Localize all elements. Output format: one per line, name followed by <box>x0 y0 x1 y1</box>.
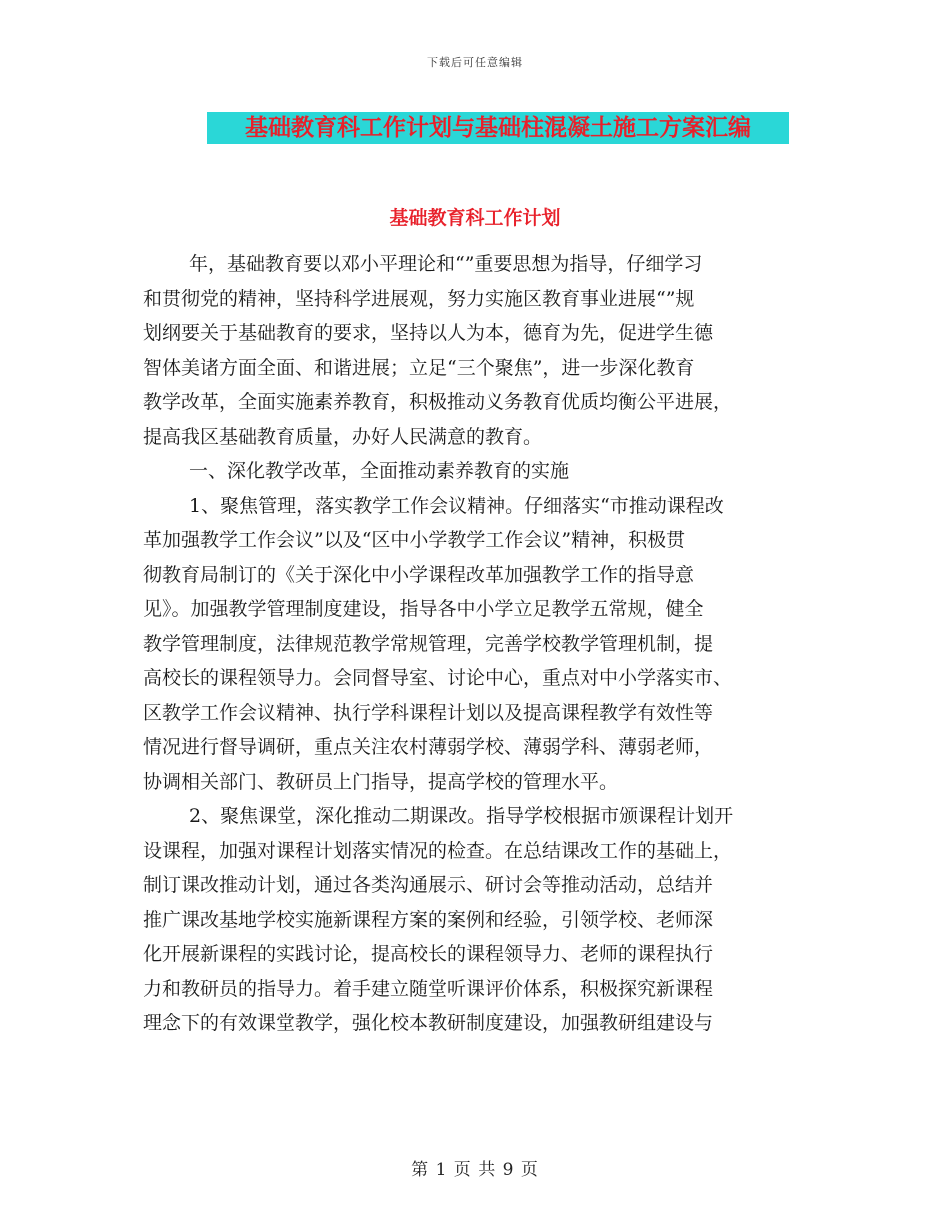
text-line: 1、聚焦管理，落实教学工作会议精神。仔细落实“市推动课程改 <box>189 494 724 517</box>
text-line: 力和教研员的指导力。着手建立随堂听课评价体系，积极探究新课程 <box>143 977 714 1000</box>
main-title-container <box>207 112 789 144</box>
main-title: 基础教育科工作计划与基础柱混凝土施工方案汇编 <box>207 112 789 144</box>
text-line: 2、聚焦课堂，深化推动二期课改。指导学校根据市颁课程计划开 <box>189 805 734 827</box>
text-line: 年，基础教育要以邓小平理论和“”重要思想为指导，仔细学习 <box>189 253 703 275</box>
header-note: 下载后可任意编辑 <box>427 56 523 69</box>
text-line: 彻教育局制订的《关于深化中小学课程改革加强教学工作的指导意 <box>143 563 695 586</box>
text-line: 协调相关部门、教研员上门指导，提高学校的管理水平。 <box>143 770 619 793</box>
text-line: 革加强教学工作会议”以及“区中小学教学工作会议”精神，积极贯 <box>143 529 686 551</box>
section-subtitle: 基础教育科工作计划 <box>389 207 561 229</box>
page-number: 第 1 页 共 9 页 <box>411 1160 539 1180</box>
text-line: 和贯彻党的精神，坚持科学进展观，努力实施区教育事业进展“”规 <box>143 287 695 310</box>
text-line: 见》。加强教学管理制度建设，指导各中小学立足教学五常规，健全 <box>143 598 704 620</box>
text-line: 高校长的课程领导力。会同督导室、讨论中心，重点对中小学落实市、 <box>143 667 733 689</box>
text-line: 情况进行督导调研，重点关注农村薄弱学校、薄弱学科、薄弱老师， <box>143 736 714 758</box>
text-line: 区教学工作会议精神、执行学科课程计划以及提高课程教学有效性等 <box>143 701 714 724</box>
text-line: 提高我区基础教育质量，办好人民满意的教育。 <box>143 425 543 448</box>
text-line: 推广课改基地学校实施新课程方案的案例和经验，引领学校、老师深 <box>143 908 714 931</box>
text-line: 化开展新课程的实践讨论，提高校长的课程领导力、老师的课程执行 <box>143 943 714 965</box>
text-line: 划纲要关于基础教育的要求，坚持以人为本，德育为先，促进学生德 <box>143 322 714 344</box>
text-line: 教学改革，全面实施素养教育，积极推动义务教育优质均衡公平进展， <box>143 391 733 413</box>
text-line: 设课程，加强对课程计划落实情况的检查。在总结课改工作的基础上， <box>143 839 733 862</box>
body-text <box>143 247 811 1041</box>
text-line: 智体美诸方面全面、和谐进展；立足“三个聚焦”，进一步深化教育 <box>143 356 695 379</box>
section-heading: 一、深化教学改革，全面推动素养教育的实施 <box>189 460 570 482</box>
text-line: 制订课改推动计划，通过各类沟通展示、研讨会等推动活动，总结并 <box>143 874 714 896</box>
text-line: 教学管理制度，法律规范教学常规管理，完善学校教学管理机制，提 <box>143 632 714 655</box>
text-line: 理念下的有效课堂教学，强化校本教研制度建设，加强教研组建设与 <box>143 1012 714 1034</box>
